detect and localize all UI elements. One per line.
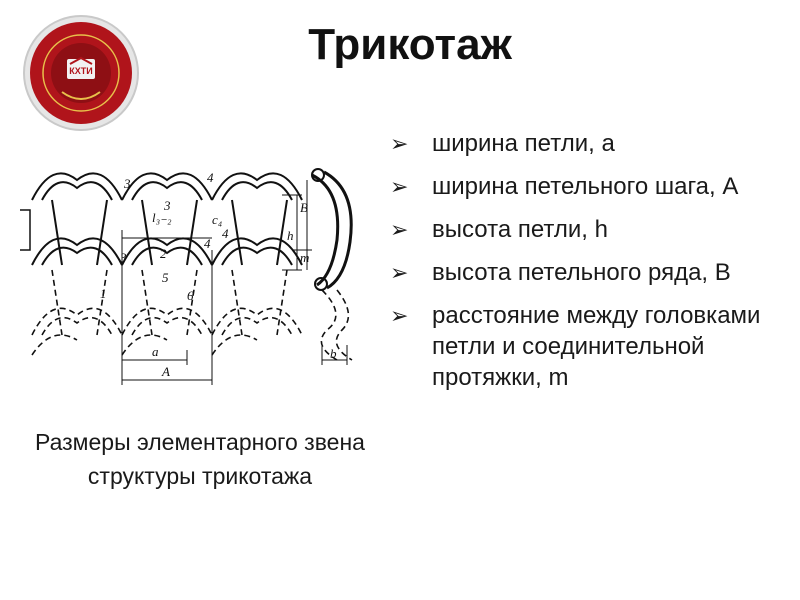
knit-structure-diagram [12, 150, 372, 400]
label-m: m [300, 250, 310, 265]
label-c4: c₄ [212, 212, 223, 227]
label-5: 5 [162, 270, 169, 285]
label-2: 2 [160, 246, 167, 261]
diagram-caption: Размеры элементарного звена структуры трикотажа [35, 429, 365, 489]
label-A: A [162, 364, 170, 379]
label-4: 4 [204, 236, 211, 251]
label-a: a [152, 344, 159, 359]
label-b: b [330, 346, 337, 361]
arrow-right-icon: ➢ [390, 174, 409, 199]
list-item: ➢ ширина петельного шага, А [390, 173, 739, 200]
arrow-right-icon: ➢ [390, 131, 409, 156]
label-3-mid: 3 [164, 198, 171, 213]
list-item: ➢ расстояние между головками петли и соединительной протяжки, m [390, 302, 761, 391]
label-4-mid: 4 [222, 226, 229, 241]
page-title: Трикотаж [308, 20, 512, 69]
label-l32: l₃₋₂ [152, 210, 172, 225]
arrow-right-icon: ➢ [390, 260, 409, 285]
label-1: 1 [100, 286, 107, 301]
label-h: h [287, 228, 294, 243]
list-item: ➢ высота петли, h [390, 216, 608, 243]
parameter-list [390, 128, 790, 405]
arrow-right-icon: ➢ [390, 303, 409, 328]
list-item: ➢ ширина петли, а [390, 130, 615, 157]
arrow-right-icon: ➢ [390, 217, 409, 242]
label-4-top: 4 [207, 170, 214, 185]
label-3-top: 3 [124, 176, 131, 191]
logo-text: КХТИ [69, 66, 93, 76]
label-6: 6 [187, 288, 194, 303]
label-3: 3 [120, 250, 127, 265]
label-B: B [300, 200, 308, 215]
list-item: ➢ высота петельного ряда, В [390, 259, 731, 286]
